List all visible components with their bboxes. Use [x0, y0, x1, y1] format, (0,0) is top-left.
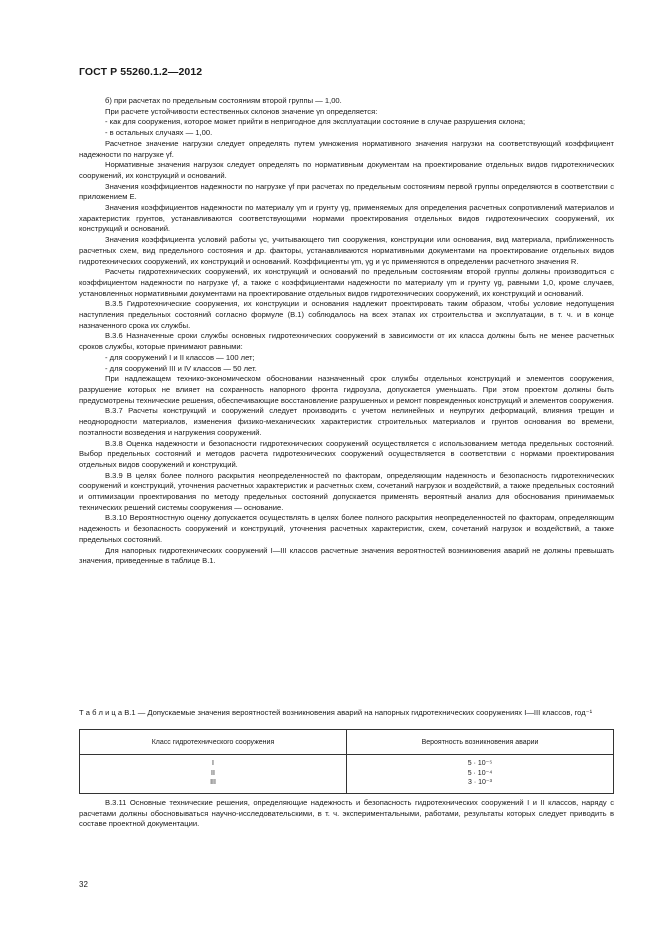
paragraph: - как для сооружения, которое может прийти в непригодное для эксплуатации состояние в случае разрушения склона; — [105, 117, 526, 127]
paragraph: Расчеты гидротехнических сооружений, их конструкций и оснований по предельным состояниям второй группы должны производиться с коэффициентом надежности по нагрузке γf, а также с коэффициентами надежности по материалу γm и грунту γg, равными 1,0, кроме случаев, установленных нормативными документами на проектирование отдельных видов гидротехнических сооружений, их конструкций и оснований. — [79, 267, 614, 298]
paragraph: Расчетное значение нагрузки следует определять путем умножения нормативного значения нагрузки на соответствующий коэффициент надежности по нагрузке γf. — [79, 138, 614, 159]
paragraph: В.3.7 Расчеты конструкций и сооружений следует производить с учетом нелинейных и неупругих деформаций, влияния трещин и неоднородности материалов, изменения физико-механических характеристик строительных материалов и грунтов основания во времени, поэтапности возведения и нагружения сооружений. — [79, 406, 614, 437]
probability-value: 5 · 10⁻⁵ — [467, 760, 493, 767]
paragraph: В.3.5 Гидротехнические сооружения, их конструкции и основания надлежит проектировать таким образом, чтобы условие недопущения наступления предельных состояний согласно формуле (В.1) соблюдалось на всех этапах их строительства и эксплуатации, в т. ч. и в конце назначенного срока их службы. — [79, 299, 614, 330]
paragraph: В.3.9 В целях более полного раскрытия неопределенностей по факторам, определяющим надежность и безопасность гидротехнических сооружений и конструкций, уточнения расчетных характеристик и расчетных схем, сочетаний нагрузок и воздействий, а также предельных состояний и оптимизации проектирования по методу предельных состояний допускается применять вероятный анализ для обоснования принимаемых технических решений системы сооружения — основание. — [79, 470, 614, 512]
after-table-text — [79, 798, 614, 830]
probability-value: 5 · 10⁻⁴ — [467, 769, 493, 777]
probability-value: 3 · 10⁻³ — [468, 779, 492, 786]
table-header-class: Класс гидротехнического сооружения — [80, 730, 347, 755]
paragraph: Значения коэффициентов надежности по материалу γm и грунту γg, применяемых для определения расчетных сопротивлений материалов и характеристик грунтов, устанавливаются соответствующими нормами проектирования отдельных видов гидротехнических сооружений, их конструкций и оснований. — [79, 203, 614, 234]
paragraph: - в остальных случаях — 1,00. — [105, 128, 213, 138]
paragraph: В.3.8 Оценка надежности и безопасности гидротехнических сооружений осуществляется с использованием метода предельных состояний. Выбор предельных состояний и методов расчета гидротехнических сооружений осуществляется в соответствии с нормами проектирования отдельных видов сооружений и конструкций. — [79, 438, 614, 469]
table-cell-classes — [80, 755, 347, 794]
page-number: 32 — [79, 880, 88, 889]
paragraph: - для сооружений I и II классов — 100 лет; — [105, 352, 255, 362]
class-value: II — [211, 769, 215, 777]
paragraph: При надлежащем технико-экономическом обосновании назначенный срок службы отдельных конструкций и элементов сооружения, разрушение которых не влияет на сохранность напорного фронта гидроузла, допускается уменьшать. При этом проектом должны быть предусмотрены технические решения, обеспечивающие восстановление разрушенных и ремонт поврежденных конструкций и элементов сооружения. — [79, 374, 614, 405]
table-header-probability: Вероятность возникновения аварии — [347, 730, 614, 755]
paragraph: При расчете устойчивости естественных склонов значение γn определяется: — [105, 106, 378, 116]
paragraph: В.3.10 Вероятностную оценку допускается осуществлять в целях более полного раскрытия неопределенностей по факторам, определяющим надежность и безопасность сооружений и конструкций, уточнения расчетных характеристик, схем, сочетаний нагрузок и воздействий, а также предельных состояний. — [79, 513, 614, 544]
paragraph: Нормативные значения нагрузок следует определять по нормативным документам на проектирование отдельных видов гидротехнических сооружений, их конструкций и оснований. — [79, 160, 614, 180]
paragraph: б) при расчетах по предельным состояниям второй группы — 1,00. — [105, 96, 342, 105]
paragraph: Для напорных гидротехнических сооружений I—III классов расчетные значения вероятностей возникновения аварий не должны превышать значения, приведенные в таблице В.1. — [79, 545, 614, 566]
paragraph: В.3.6 Назначенные сроки службы основных гидротехнических сооружений в зависимости от их класса должны быть не менее расчетных сроков службы, которые принимают равными: — [79, 331, 614, 352]
class-value: III — [210, 779, 216, 786]
document-header: ГОСТ Р 55260.1.2—2012 — [79, 66, 203, 78]
table-cell-probabilities — [347, 755, 614, 794]
paragraph: Значения коэффициента условий работы γc, учитывающего тип сооружения, конструкции или основания, вид материала, приближенность расчетных схем, вид предельного состояния и др. факторы, устанавливаются нормативными документами на проектирование отдельных видов гидротехнических сооружений, их конструкций и оснований. Коэффициенты γm, γg и γc применяются в определении расчетного значения R. — [79, 235, 614, 266]
paragraph: Значения коэффициентов надежности по нагрузке γf при расчетах по предельным состояниям первой группы определяются в соответствии с приложением Е. — [79, 181, 614, 202]
table-caption: Т а б л и ц а В.1 — Допускаемые значения вероятностей возникновения аварий на напорных гидротехнических сооружениях I—III классов, год⁻¹ — [79, 708, 593, 717]
probability-table — [79, 729, 614, 794]
paragraph: В.3.11 Основные технические решения, определяющие надежность и безопасность гидротехнических сооружений I и II классов, наряду с расчетами должны обосновываться научно-исследовательскими, в т. ч. экспериментальными, работами, результаты которых следует приводить в составе проектной документации. — [79, 798, 614, 829]
paragraph: - для сооружений III и IV классов — 50 лет. — [105, 363, 257, 373]
main-text — [79, 96, 614, 567]
class-value: I — [212, 760, 214, 767]
